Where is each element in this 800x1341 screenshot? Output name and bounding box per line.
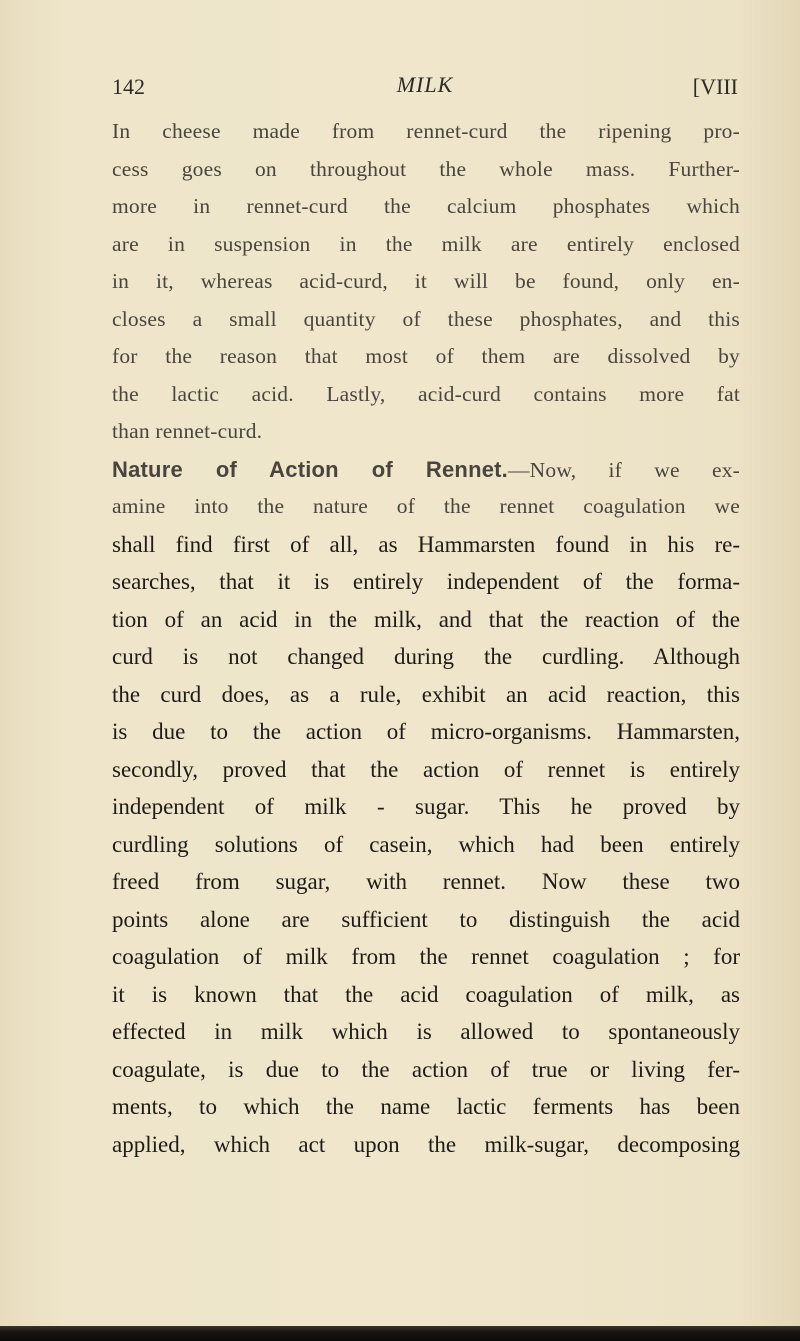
- running-title: MILK: [396, 72, 454, 97]
- text-line: effected in milk which is allowed to spontaneously: [112, 1019, 740, 1044]
- body-text: [112, 113, 740, 1163]
- text-line: than rennet-curd.: [112, 419, 263, 443]
- text-line: In cheese made from rennet-curd the ripening pro-: [112, 119, 740, 143]
- text-line: applied, which act upon the milk-sugar, decomposing: [112, 1131, 740, 1157]
- text-line: for the reason that most of them are dissolved by: [112, 344, 740, 368]
- paragraph-rennet-action: [112, 451, 740, 1164]
- text-line-with-heading: [112, 451, 740, 489]
- text-line: more in rennet-curd the calcium phosphates which: [112, 194, 740, 218]
- text-line: tion of an acid in the milk, and that the reaction of the: [112, 606, 740, 632]
- paragraph-ripening: [112, 113, 740, 451]
- text-line: freed from sugar, with rennet. Now these two: [112, 869, 740, 894]
- text-line: curdling solutions of casein, which had been entirely: [112, 831, 740, 857]
- text-line: in it, whereas acid-curd, it will be found, only en-: [112, 269, 740, 293]
- text-line: searches, that it is entirely independent of the forma-: [112, 569, 740, 594]
- text-line: secondly, proved that the action of rennet is entirely: [112, 756, 740, 782]
- heading-line-rest: —Now, if we ex-: [507, 457, 741, 482]
- text-line: ments, to which the name lactic ferments has been: [112, 1094, 740, 1119]
- text-line: independent of milk - sugar. This he proved by: [112, 794, 740, 819]
- text-line: coagulation of milk from the rennet coagulation ; for: [112, 944, 740, 969]
- text-line: the curd does, as a rule, exhibit an acid reaction, this: [112, 681, 740, 707]
- section-heading: Nature of Action of Rennet.: [112, 456, 508, 482]
- bottom-edge-shadow: [0, 1326, 800, 1341]
- chapter-mark: [VIII: [692, 74, 738, 99]
- text-line: amine into the nature of the rennet coagulation we: [112, 494, 740, 518]
- page-header: [112, 72, 738, 102]
- text-line: curd is not changed during the curdling. Although: [112, 644, 740, 669]
- page-number: 142: [112, 74, 145, 99]
- text-line: it is known that the acid coagulation of milk, as: [112, 981, 740, 1007]
- text-line: coagulate, is due to the action of true or living fer-: [112, 1056, 740, 1082]
- text-line: closes a small quantity of these phosphates, and this: [112, 306, 740, 331]
- text-line: the lactic acid. Lastly, acid-curd contains more fat: [112, 381, 740, 406]
- text-line: are in suspension in the milk are entirely enclosed: [112, 231, 740, 256]
- text-line: points alone are sufficient to distinguish the acid: [112, 906, 740, 932]
- text-line: is due to the action of micro-organisms. Hammarsten,: [112, 719, 740, 744]
- text-line: cess goes on throughout the whole mass. Further-: [112, 156, 740, 181]
- text-line: shall find first of all, as Hammarsten found in his re-: [112, 531, 740, 557]
